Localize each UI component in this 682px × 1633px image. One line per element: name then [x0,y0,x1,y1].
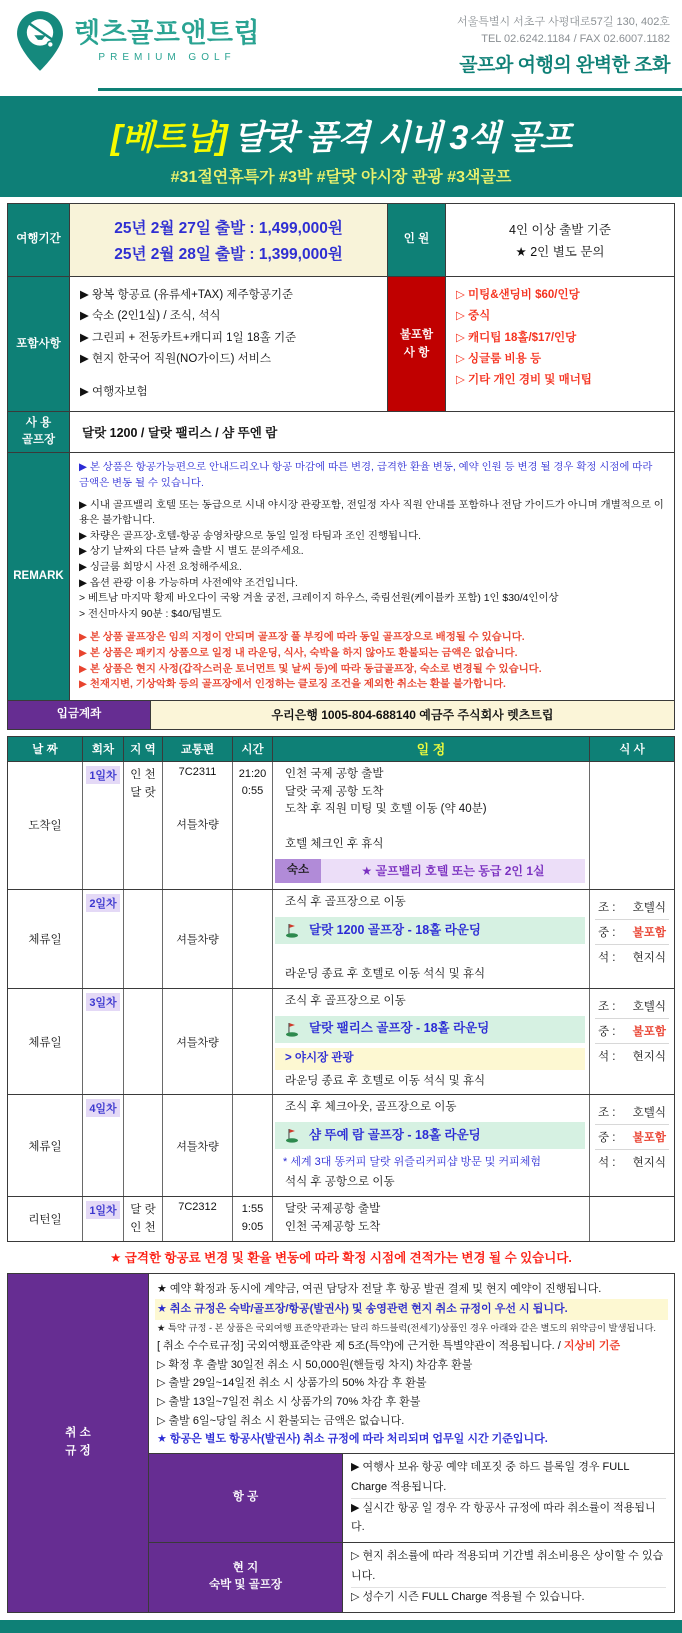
day-badge: 1일차 [86,766,119,784]
included-item: ▶ 현지 한국어 직원(NO가이드) 서비스 [80,352,271,365]
golf-flag-icon [285,1022,299,1037]
day3-meals [590,989,674,1095]
lodging-name: ★ 골프밸리 호텔 또는 동급 2인 1실 [321,859,585,883]
course-row [8,412,674,453]
excluded-item: ▷ 싱글룸 비용 등 [456,352,542,365]
remark-red-item: ▶ 본 상품은 현지 사정(갑작스러운 토너먼트 및 날씨 등)에 따라 동급골프장, 숙소로 변경될 수 있습니다. [79,663,542,675]
pax-line-2: ★ 2인 별도 문의 [515,245,605,259]
departure-time: 1:55 [241,1203,264,1216]
region-to: 인 천 [130,1222,156,1235]
day4-schedule [273,1095,590,1196]
lodging-label: 숙소 [275,859,321,883]
excluded-list [446,277,674,411]
col-schedule: 일 정 [273,737,590,761]
arrival-time: 9:05 [241,1220,264,1233]
local-label: 현 지 숙박 및 골프장 [149,1543,343,1611]
included-item: ▶ 여행자보험 [80,386,148,399]
ground-cost-note: 지상비 기준 [563,1339,621,1352]
region-from: 인 천 [130,768,156,781]
air-label: 항 공 [149,1454,343,1542]
golf-flag-icon [285,923,299,938]
header [0,0,682,88]
day3-schedule [273,989,590,1095]
day5-time [233,1197,273,1241]
remark-red-item: ▶ 천재지변, 기상악화 등의 골프장에서 인정하는 클로징 조건을 제외한 취소는 환불 불가합니다. [79,679,506,691]
remark-option-item: > 베트남 마지막 황제 바오다이 국왕 겨울 궁전, 크레이지 하우스, 죽림선원(케이블카 포함) 1인 $30/4인이상 [79,593,559,605]
day-badge: 3일차 [86,993,119,1011]
schedule-line: 조식 후 체크아웃, 골프장으로 이동 [285,1101,457,1114]
schedule-line: 인천 국제공항 도착 [285,1220,381,1233]
price-change-warning: ★ 급격한 항공료 변경 및 환율 변동에 따라 확정 시점에 견적가는 변경 될 수 있습니다. [110,1250,572,1265]
deposit-row [8,701,674,729]
cancel-booking-line: ★ 예약 확정과 동시에 계약금, 여권 담당자 전달 후 항공 발권 결제 및 현지 예약이 진행됩니다. [157,1282,602,1295]
cancel-special-line: ★ 특약 규정 - 본 상품은 국외여행 표준약관과는 달리 하드블럭(전세기)상품인 경우 아래와 같은 별도의 위약금이 발생됩니다. [157,1323,657,1334]
meal-breakfast: 조 : 호텔식 [595,895,669,920]
day4-time [233,1095,273,1196]
company-name: 렛츠골프앤트립 [74,18,261,49]
local-policy-lines [343,1543,674,1611]
cancel-policy-table [7,1273,675,1613]
day3-region [124,989,163,1095]
col-day: 회차 [83,737,124,761]
cancel-rule-30: ▷ 확정 후 출발 30일전 취소 시 50,000원(핸들링 차지) 차감후 환불 [157,1358,473,1371]
golf-round-text: 달랏 1200 골프장 - 18홀 라운딩 [309,922,481,937]
schedule-line [273,819,585,836]
meal-breakfast: 조 : 호텔식 [595,1100,669,1125]
footer-bar [0,1620,682,1633]
day4-meals [590,1095,674,1196]
meal-dinner: 석 : 현지식 [598,952,666,965]
logo-text [74,19,260,63]
air-policy-row [149,1453,674,1542]
col-meal: 식 사 [590,737,674,761]
content [0,197,682,1613]
air-policy-lines [343,1454,674,1542]
included-item: ▶ 그린피 + 전동카트+캐디피 1일 18홀 기준 [80,331,297,344]
day5-transport [163,1197,233,1241]
air-policy-line: ▶ 여행사 보유 항공 예약 데포짓 중 하드 블록일 경우 FULL Charge 적용됩니다. [351,1458,666,1499]
company-phone: TEL 02.6242.1184 / FAX 02.6007.1182 [481,33,670,46]
flight-number: 7C2312 [178,1201,217,1214]
day1-date: 도착일 [8,762,83,889]
day2-schedule [273,890,590,988]
golf-flag-icon [285,1128,299,1143]
schedule-line: 라운딩 종료 후 호텔로 이동 석식 및 휴식 [285,967,486,980]
remark-item: ▶ 시내 골프밸리 호텔 또는 동급으로 시내 야시장 관광포함, 전일정 자사 직원 안내를 포함하나 전담 가이드가 아니며 개별적으로 이용은 불가합니다. [79,499,664,527]
day5-schedule [273,1197,590,1241]
day4-no [83,1095,124,1196]
arrival-time: 0:55 [241,785,264,798]
col-transport: 교통편 [163,737,233,761]
meal-dinner: 석 : 현지식 [598,1157,666,1170]
company-tagline: PREMIUM GOLF [98,51,236,63]
schedule-line: 석식 후 공항으로 이동 [285,1176,395,1189]
price-cell [70,204,388,276]
schedule-line: 조식 후 골프장으로 이동 [285,994,406,1007]
day5-region [124,1197,163,1241]
golf-round-text: 샴 뚜예 람 골프장 - 18홀 라운딩 [309,1127,481,1142]
cancel-lines [149,1274,674,1453]
cancel-fee-rule-line: [ 취소 수수료규정] 국외여행표준약관 제 5조(특약)에 근거한 특별약관이 적용됩니다. / 지상비 기준 [157,1339,621,1352]
title-hashtags: #31절연휴특가 #3박 #달랏 야시장 관광 #3색골프 [170,169,512,186]
shuttle-label: 셔틀차량 [176,1036,219,1049]
excluded-item: ▷ 미팅&샌딩비 $60/인당 [456,289,580,301]
inclusion-row [8,277,674,412]
air-policy-line: ▶ 실시간 항공 일 경우 각 항공사 규정에 따라 취소률이 적용됩니다. [351,1501,656,1534]
schedule-spacer [273,949,585,966]
region-from: 달 랏 [130,1204,156,1217]
remark-red-item: ▶ 본 상품은 패키지 상품으로 일정 내 라운딩, 식사, 숙박을 하지 않아도 환불되는 금액은 없습니다. [79,648,518,660]
meal-breakfast: 조 : 호텔식 [595,994,669,1019]
period-row [8,204,674,277]
title-main: 달랏 품격 시내 3색 골프 [232,119,572,157]
day1-region [124,762,163,889]
itinerary-row-day3 [8,989,674,1096]
itinerary-row-day4 [8,1095,674,1197]
day1-no [83,762,124,889]
included-list [70,277,388,411]
day5-no [83,1197,124,1241]
cancel-air-note: ★ 항공은 별도 항공사(발권사) 취소 규정에 따라 처리되며 업무일 시간 기준입니다. [157,1433,548,1446]
golf-round-box [275,1016,585,1043]
schedule-line: 호텔 체크인 후 휴식 [285,838,384,851]
company-logo [14,10,260,72]
itinerary-table [7,736,675,1242]
col-region: 지 역 [124,737,163,761]
day3-transport [163,989,233,1095]
remark-item: ▶ 옵션 관광 이용 가능하며 사전예약 조건입니다. [79,577,298,589]
remark-row [8,453,674,701]
departure-time: 21:20 [238,767,267,780]
page-title [0,110,682,159]
day-badge: 1일차 [86,1201,119,1219]
contact-block [457,10,670,81]
pax-cell [446,204,674,276]
remark-item: ▶ 차량은 골프장-호텔-항공 송영차량으로 동일 일정 타팀과 조인 진행됩니다. [79,530,422,542]
shuttle-label: 셔틀차량 [176,818,219,831]
meal-lunch: 중 : 불포함 [595,1125,669,1150]
golf-round-box [275,917,585,944]
remark-red-item: ▶ 본 상품 골프장은 임의 지정이 안되며 골프장 풀 부킹에 따라 동일 골프장으로 배정될 수 있습니다. [79,632,525,644]
title-country: [베트남] [110,119,227,157]
day2-region [124,890,163,988]
remark-item: ▶ 싱글룸 희망시 사전 요청해주세요. [79,561,242,573]
pax-label: 인 원 [388,204,446,276]
day4-region [124,1095,163,1196]
itinerary-row-day1 [8,762,674,890]
included-item: ▶ 숙소 (2인1실) / 조식, 석식 [80,310,221,323]
cancel-label: 취 소 규 정 [8,1274,149,1612]
remark-blue-note: ▶ 본 상품은 항공가능편으로 안내드리오나 항공 마감에 따른 변경, 급격한 환율 변동, 예약 인원 등 변경 될 경우 확정 시점에 따라 금액은 변동 될 수 있습니다. [79,462,653,489]
day5-meals [590,1197,674,1241]
schedule-line: 조식 후 골프장으로 이동 [285,896,406,909]
day2-time [233,890,273,988]
pax-line-1: 4인 이상 출발 기준 [509,223,611,237]
itinerary-header [8,737,674,762]
day1-time [233,762,273,889]
flight-number: 7C2311 [178,765,217,778]
day3-date: 체류일 [8,989,83,1095]
period-label: 여행기간 [8,204,70,276]
shuttle-label: 셔틀차량 [176,1140,219,1153]
day4-transport [163,1095,233,1196]
itinerary-row-day5 [8,1197,674,1241]
info-table [7,203,675,730]
title-banner [0,96,682,197]
day-badge: 2일차 [86,894,119,912]
price-line-2: 25년 2월 28일 출발 : 1,399,000원 [114,246,343,263]
deposit-label: 입금계좌 [8,701,151,729]
cancel-rule-29-14: ▷ 출발 29일~14일전 취소 시 상품가의 50% 차감 후 환불 [157,1377,427,1390]
day4-date: 체류일 [8,1095,83,1196]
col-date: 날 짜 [8,737,83,761]
logo-pin-icon [14,10,66,72]
header-divider [98,88,682,91]
night-market-box: > 야시장 관광 [275,1048,585,1070]
day3-time [233,989,273,1095]
local-policy-line: ▷ 현지 취소률에 따라 적용되며 기간별 취소비용은 상이할 수 있습니다. [351,1547,666,1588]
excluded-label: 불포함 사 항 [388,277,446,411]
region-to: 달 랏 [130,787,156,800]
day3-no [83,989,124,1095]
course-names: 달랏 1200 / 달랏 팰리스 / 샴 뚜엔 람 [82,426,278,441]
schedule-line: 도착 후 직원 미팅 및 호텔 이동 (약 40분) [285,803,487,816]
itinerary-row-day2 [8,890,674,989]
cancel-priority-line: ★ 취소 규정은 숙박/골프장/항공(발권사) 및 송영관련 현지 취소 규정이 우선 시 됩니다. [155,1299,668,1320]
meal-lunch: 중 : 불포함 [595,1019,669,1044]
day1-meals [590,762,674,889]
day1-transport [163,762,233,889]
meal-dinner: 석 : 현지식 [598,1050,666,1063]
golf-round-box [275,1122,585,1149]
col-time: 시간 [233,737,273,761]
day2-meals [590,890,674,988]
local-policy-line: ▷ 성수기 시즌 FULL Charge 적용될 수 있습니다. [351,1590,585,1603]
excluded-item: ▷ 기타 개인 경비 및 매너팁 [456,374,592,387]
coffee-experience-line: * 세계 3대 똥커피 달랏 위즐리커피샵 방문 및 커피체험 [283,1156,541,1169]
cancel-rule-6: ▷ 출발 6일~당일 취소 시 환불되는 금액은 없습니다. [157,1414,405,1427]
day1-schedule [273,762,590,889]
cancel-rule-13-7: ▷ 출발 13일~7일전 취소 시 상품가의 70% 차감 후 환불 [157,1395,421,1408]
company-address: 서울특별시 서초구 사평대로57길 130, 402호 [457,16,670,28]
schedule-line: 인천 국제 공항 출발 [285,767,384,780]
included-label: 포함사항 [8,277,70,411]
company-slogan: 골프와 여행의 완벽한 조화 [459,55,670,77]
excluded-item: ▷ 캐디팁 18홀/$17/인당 [456,331,577,344]
day-badge: 4일차 [86,1099,119,1117]
schedule-line: 달랏 국제 공항 도착 [285,785,384,798]
course-label: 사 용 골프장 [8,412,70,452]
shuttle-label: 셔틀차량 [176,933,219,946]
day2-transport [163,890,233,988]
lodging-box [275,859,585,883]
remark-option-item: > 전신마사지 90분 : $40/팁별도 [79,608,222,620]
schedule-line: 라운딩 종료 후 호텔로 이동 석식 및 휴식 [285,1074,486,1087]
remark-body [70,453,674,700]
day5-date: 리턴일 [8,1197,83,1241]
day2-date: 체류일 [8,890,83,988]
price-line-1: 25년 2월 27일 출발 : 1,499,000원 [114,220,343,237]
remark-item: ▶ 상기 날짜외 다른 날짜 출발 시 별도 문의주세요. [79,546,304,558]
schedule-line: 달랏 국제공항 출발 [285,1203,381,1216]
deposit-account: 우리은행 1005-804-688140 예금주 주식회사 렛츠트립 [151,701,674,729]
remark-spacer [79,622,665,630]
cancel-body [149,1274,674,1612]
meal-lunch: 중 : 불포함 [595,920,669,945]
included-item: ▶ 왕복 항공료 (유류세+TAX) 제주항공기준 [80,289,294,301]
day2-no [83,890,124,988]
excluded-item: ▷ 중식 [456,310,491,323]
golf-round-text: 달랏 팰리스 골프장 - 18홀 라운딩 [309,1021,490,1036]
remark-label: REMARK [8,453,70,700]
local-policy-row [149,1542,674,1611]
